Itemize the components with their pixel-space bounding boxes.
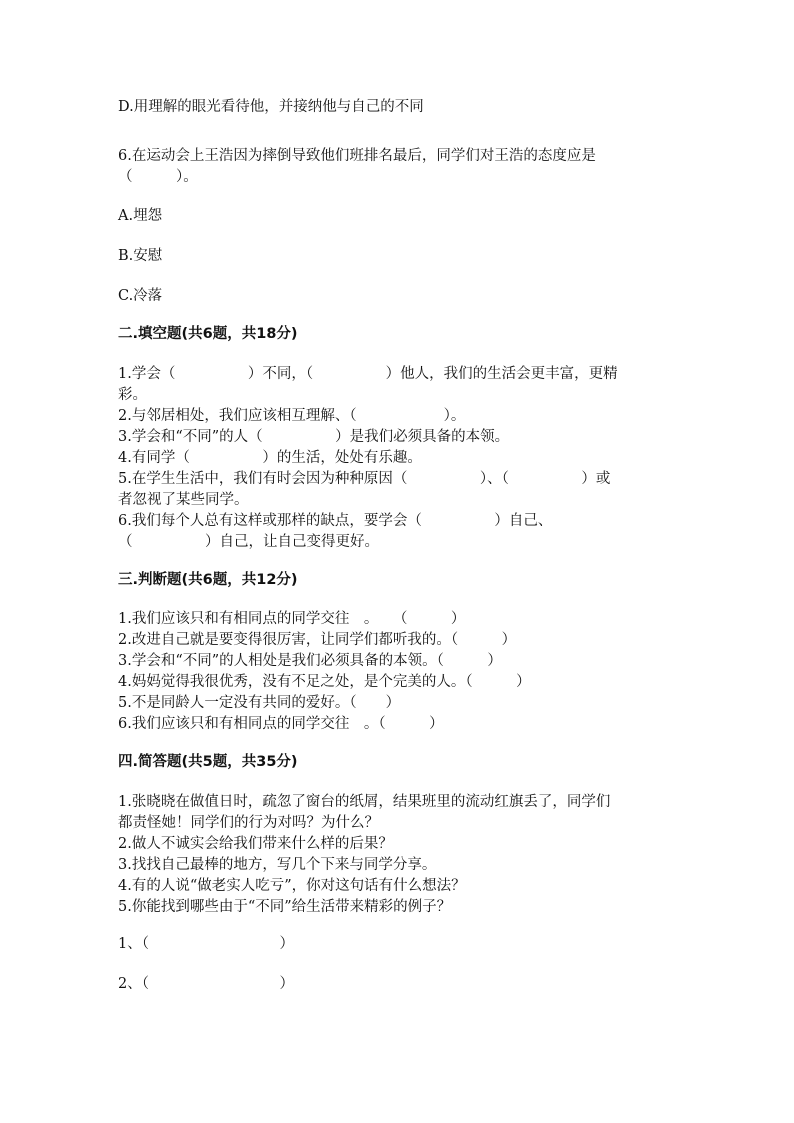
fill-blank-line: （ ）自己，让自己变得更好。 <box>118 534 379 550</box>
worksheet-page <box>118 0 678 1123</box>
true-false-line: 3.学会和“不同”的人相处是我们必须具备的本领。（ ） <box>118 653 502 669</box>
fill-blank-line: 6.我们每个人总有这样或那样的缺点，要学会（ ）自己、 <box>118 513 553 529</box>
q6-option-b: B.安慰 <box>118 248 163 264</box>
q6-stem-line-2: （ ）。 <box>118 169 198 185</box>
fill-blank-line: 3.学会和“不同”的人（ ）是我们必须具备的本领。 <box>118 429 510 445</box>
section-4-heading: 四.简答题(共5题，共35分) <box>118 754 298 770</box>
true-false-line: 1.我们应该只和有相同点的同学交往 。 （ ） <box>118 611 466 627</box>
fill-blank-line: 2.与邻居相处，我们应该相互理解、（ ）。 <box>118 408 466 424</box>
q6-option-c: C.冷落 <box>118 288 163 304</box>
true-false-line: 2.改进自己就是要变得很厉害，让同学们都听我的。（ ） <box>118 632 517 648</box>
short-answer-line: 1.张晓晓在做值日时，疏忽了窗台的纸屑，结果班里的流动红旗丢了，同学们 <box>118 794 611 810</box>
fill-blank-line: 彩。 <box>118 387 147 403</box>
q5-option-d: D.用理解的眼光看待他，并接纳他与自己的不同 <box>118 99 424 115</box>
true-false-line: 6.我们应该只和有相同点的同学交往 。（ ） <box>118 716 444 732</box>
true-false-line: 4.妈妈觉得我很优秀，没有不足之处，是个完美的人。（ ） <box>118 674 531 690</box>
short-answer-line: 2.做人不诚实会给我们带来什么样的后果？ <box>118 836 393 852</box>
short-answer-line: 5.你能找到哪些由于“不同”给生活带来精彩的例子？ <box>118 899 452 915</box>
section-3-heading: 三.判断题(共6题，共12分) <box>118 572 298 588</box>
q6-option-a: A.埋怨 <box>118 208 163 224</box>
fill-blank-line: 4.有同学（ ）的生活，处处有乐趣。 <box>118 450 422 466</box>
short-answer-line: 都责怪她！同学们的行为对吗？为什么？ <box>118 815 379 831</box>
section-2-heading: 二.填空题(共6题，共18分) <box>118 326 298 342</box>
short-answer-line: 3.找找自己最棒的地方，写几个下来与同学分享。 <box>118 857 437 873</box>
answer-blank-2: 2、（ ） <box>118 976 294 992</box>
fill-blank-line: 5.在学生生活中，我们有时会因为种种原因（ ）、（ ）或 <box>118 471 611 487</box>
short-answer-line: 4.有的人说“做老实人吃亏”，你对这句话有什么想法？ <box>118 878 466 894</box>
q6-stem-line-1: 6.在运动会上王浩因为摔倒导致他们班排名最后，同学们对王浩的态度应是 <box>118 148 596 164</box>
true-false-line: 5.不是同龄人一定没有共同的爱好。（ ） <box>118 695 401 711</box>
fill-blank-line: 者忽视了某些同学。 <box>118 492 249 508</box>
fill-blank-line: 1.学会（ ）不同，（ ）他人，我们的生活会更丰富，更精 <box>118 366 618 382</box>
answer-blank-1: 1、（ ） <box>118 936 294 952</box>
